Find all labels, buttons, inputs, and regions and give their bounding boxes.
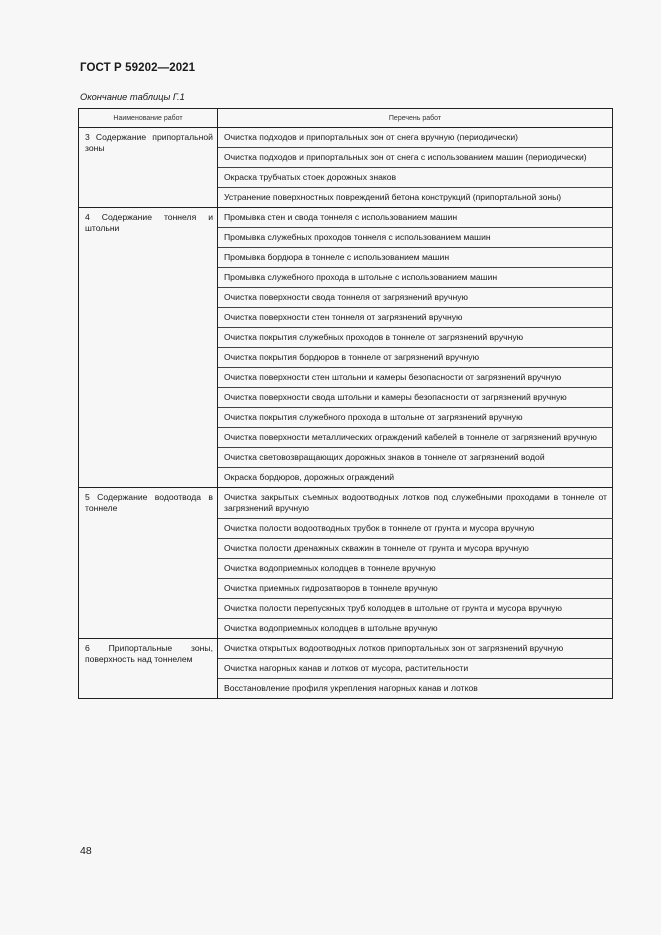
work-item: Очистка поверхности стен тоннеля от загрязнений вручную	[218, 308, 613, 328]
work-group-name: 4 Содержание тоннеля и штольни	[79, 208, 218, 488]
work-item: Очистка открытых водоотводных лотков припортальных зон от загрязнений вручную	[218, 639, 613, 659]
work-item: Промывка бордюра в тоннеле с использованием машин	[218, 248, 613, 268]
table-body	[79, 128, 613, 699]
work-item: Окраска бордюров, дорожных ограждений	[218, 468, 613, 488]
work-item: Промывка стен и свода тоннеля с использованием машин	[218, 208, 613, 228]
work-item: Очистка покрытия служебного прохода в штольне от загрязнений вручную	[218, 408, 613, 428]
work-item: Очистка поверхности свода тоннеля от загрязнений вручную	[218, 288, 613, 308]
work-item: Очистка водоприемных колодцев в тоннеле вручную	[218, 559, 613, 579]
work-item: Очистка покрытия бордюров в тоннеле от загрязнений вручную	[218, 348, 613, 368]
work-item: Очистка нагорных канав и лотков от мусора, растительности	[218, 659, 613, 679]
work-group-name: 5 Содержание водоотвода в тоннеле	[79, 488, 218, 639]
work-item: Промывка служебного прохода в штольне с использованием машин	[218, 268, 613, 288]
work-group-name: 6 Припортальные зоны, поверхность над тоннелем	[79, 639, 218, 699]
work-item: Очистка поверхности стен штольни и камеры безопасности от загрязнений вручную	[218, 368, 613, 388]
work-group-name: 3 Содержание припортальной зоны	[79, 128, 218, 208]
work-item: Очистка подходов и припортальных зон от снега вручную (периодически)	[218, 128, 613, 148]
table-row	[79, 639, 613, 659]
header-work-name: Наименование работ	[79, 109, 218, 128]
work-item: Очистка подходов и припортальных зон от снега с использованием машин (периодически)	[218, 148, 613, 168]
header-work-list: Перечень работ	[218, 109, 613, 128]
page-number: 48	[80, 845, 92, 857]
work-item: Очистка поверхности свода штольни и камеры безопасности от загрязнений вручную	[218, 388, 613, 408]
work-item: Очистка полости водоотводных трубок в тоннеле от грунта и мусора вручную	[218, 519, 613, 539]
table-header-row	[79, 109, 613, 128]
table-row	[79, 128, 613, 148]
work-item: Очистка поверхности металлических ограждений кабелей в тоннеле от загрязнений вручную	[218, 428, 613, 448]
work-item: Восстановление профиля укрепления нагорных канав и лотков	[218, 679, 613, 699]
work-item: Очистка водоприемных колодцев в штольне вручную	[218, 619, 613, 639]
work-item: Очистка полости перепускных труб колодцев в штольне от грунта и мусора вручную	[218, 599, 613, 619]
table-row	[79, 208, 613, 228]
work-item: Очистка закрытых съемных водоотводных лотков под служебными проходами в тоннеле от загрязнений вручную	[218, 488, 613, 519]
table-caption: Окончание таблицы Г.1	[80, 92, 185, 102]
work-item: Устранение поверхностных повреждений бетона конструкций (припортальной зоны)	[218, 188, 613, 208]
work-item: Очистка приемных гидрозатворов в тоннеле вручную	[218, 579, 613, 599]
document-title: ГОСТ Р 59202—2021	[80, 62, 196, 74]
work-item: Очистка полости дренажных скважин в тоннеле от грунта и мусора вручную	[218, 539, 613, 559]
table-row	[79, 488, 613, 519]
work-item: Очистка покрытия служебных проходов в тоннеле от загрязнений вручную	[218, 328, 613, 348]
work-item: Очистка световозвращающих дорожных знаков в тоннеле от загрязнений водой	[218, 448, 613, 468]
work-item: Окраска трубчатых стоек дорожных знаков	[218, 168, 613, 188]
work-item: Промывка служебных проходов тоннеля с использованием машин	[218, 228, 613, 248]
works-table	[78, 108, 613, 699]
